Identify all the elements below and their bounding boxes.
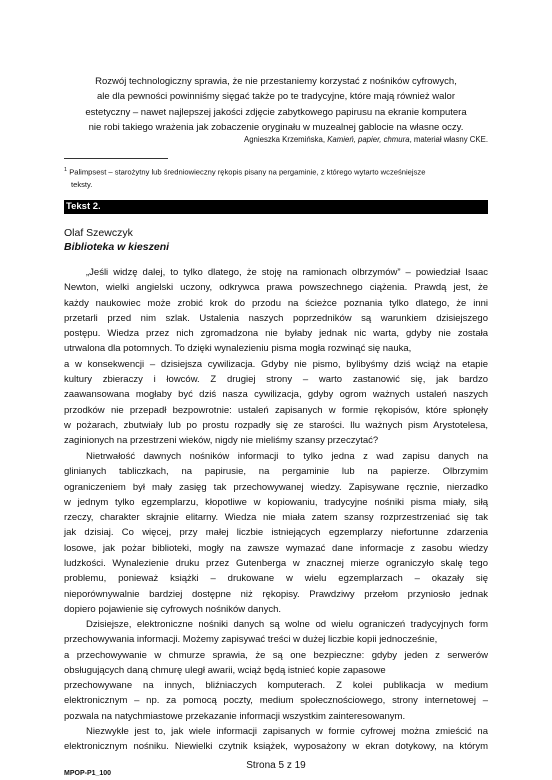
text-line: w jednym tylko egzemplarzu, kłopotliwe w kopiowaniu, tradycyjne nośniki pisma miały, siłą [64,496,488,508]
intro-text [64,74,488,135]
text-line: każdy naukowiec może zrobić krok do przodu na ścieżce poznania tylko dlatego, że inni [64,297,488,309]
section-label: Tekst 2. [66,201,101,212]
text-line: Nietrwałość dawnych nośników informacji to tylko jedna z wad zapisu danych na [86,451,488,462]
source-title: Kamień, papier, chmura [327,135,410,144]
text-line: pozwala na natychmiastowe przekazanie informacji wszystkim zainteresowanym. [64,710,406,722]
text-line: w pożarach, zbutwiały lub po prostu rozpadły się ze starości. Ilu ważnych pism Arystotelesa, [64,419,488,431]
text-line: estetyczny – nawet najlepszej jakości zdjęcie zabytkowego papirusu na ekranie komputera [85,106,467,118]
text-line: zaawansowana mogłaby być dziś nasza cywilizacja, gdyby ogrom ważnych ustaleń naszych [64,389,488,401]
text-line: ludzkości. Wynalezienie druku przez Gutenberga w znacznej mierze ograniczyło skalę tego [64,558,488,570]
text-line: zaginionych na przestrzeni wieków, nigdy nie mieliśmy szansy przeczytać? [64,435,379,447]
exam-code: MPOP-P1_100 [64,770,112,777]
text-line: a w konsekwencji – dzisiejsza cywilizacja. Gdyby nie pismo, bylibyśmy dziś wciąż na etapie [64,358,488,370]
paragraph-1 [64,265,488,449]
paragraph-2 [64,449,488,617]
paragraph-4 [64,724,488,755]
text-line: obsługujących daną chmurę uległ awarii, wciąż będą istnieć kopie zapasowe [64,664,386,676]
text-line: ograniczeniem był mały zasięg tak przechowywanej wiedzy. Zapisywane ręcznie, nierzadko [64,481,488,493]
text-line: jak dzisiaj. Co więcej, przy małej liczbie istniejących egzemplarzy niefortunne zdarzenia [64,527,488,539]
text-line: przechowywane na innych, bliźniaczych komputerach. Z kolei publikacja w medium [64,680,488,692]
text-line: przodków nie przepadł bezpowrotnie: ustaleń zapisanych w formie rękopisów, które spłonęły [64,404,488,416]
text-line: nieporównywalnie bardziej dostępne niż rękopisy. Prawdziwy przełom przyniosło jednak [64,588,488,600]
text-line: a przechowywanie w chmurze sprawia, że są one bezpieczne: gdyby jeden z serwerów [64,649,488,661]
text-line: „Jeśli widzę dalej, to tylko dlatego, że stoję na ramionach olbrzymów” – powiedział Isaac [86,267,488,278]
intro-paragraph [64,74,488,135]
text-line: Niezwykłe jest to, jak wiele informacji zapisanych w formie cyfrowej można zmieścić na [86,726,488,737]
text-line: Newton, wielki angielski uczony, odkrywca prawa powszechnego ciążenia. Prawdą jest, że [64,282,488,294]
text-line: elektronicznym nośniku. Niewielki czytnik książek, wyposażony w ekran dotykowy, na którym [64,741,488,753]
article-author: Olaf Szewczyk [64,227,133,239]
footnote [64,164,488,191]
text-line: utrwalona dla potomnych. To dzięki wynalezieniu pisma mogła rozwinąć się nauka, [64,343,412,355]
source-suffix: , materiał własny CKE. [409,135,488,144]
text-line: przechowywania informacji. Możemy zapisywać treści w dużej liczbie kopii jednocześnie, [64,634,438,646]
text-line: kultury zbieraczy i łowców. Z drugiej strony – warto zastanowić się, jak bardzo [64,374,488,386]
footnote-text-cont: teksty. [71,179,93,189]
text-line: Dzisiejsze, elektroniczne nośniki danych są wolne od wielu ograniczeń tradycyjnych form [86,619,488,630]
text-line: postępu. Wiedza przez nich zgromadzona nie byłaby jednak nic warta, gdyby nie została [64,328,488,340]
source-author: Agnieszka Krzemińska, [244,135,328,144]
text-line: rzeczy, charakter skrajnie elitarny. Wiedza nie miała zatem szansy rozprzestrzeniać się tak [64,512,488,524]
text-line: nie robi takiego wrażenia jak zobaczenie oryginału w muzealnej gablocie na własne oczy. [88,121,464,133]
text-line: Rozwój technologiczny sprawia, że nie przestaniemy korzystać z nośników cyfrowych, [95,76,457,87]
paragraph-3 [64,617,488,724]
text-line: glinianych tabliczkach, na papirusie, na pergaminie lub na papierze. Olbrzymim [64,466,488,478]
text-line: ale dla pewności powinniśmy sięgać także po te tradycyjne, które mają również walor [96,91,455,103]
text-line: losowe, jak pożar biblioteki, mogły na zawsze wymazać dane informacje z zasobu wiedzy [64,542,488,554]
page-number: Strona 5 z 19 [246,760,306,771]
text-line: elektronicznym – np. za pomocą poczty, medium społecznościowego, strony internetowej – [64,695,488,707]
text-line: dopiero pojawienie się cyfrowych nośników danych. [64,603,282,615]
text-line: problemu, ponieważ książki – drukowane w wielu egzemplarzach – okazały się [64,573,488,585]
section-label-bar [64,200,488,214]
article-title: Biblioteka w kieszeni [64,241,170,253]
footnote-marker: 1 [64,167,68,173]
text-line: przetarli przed nim szlak. Ustalenia naszych poprzedników są warunkiem dzisiejszego [64,312,488,324]
source-citation [64,135,488,144]
footnote-separator [64,158,168,159]
footnote-text: Palimpsest – starożytny lub średniowieczny rękopis pisany na pergaminie, z którego wytarto wcześniejsze [69,167,426,177]
